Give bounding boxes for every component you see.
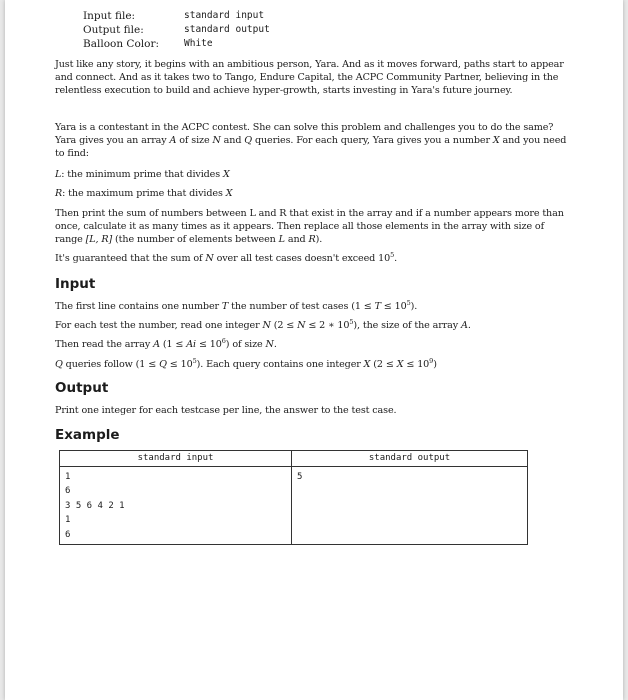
replace-paragraph <box>55 208 573 246</box>
example-input-line: 1 <box>65 515 71 526</box>
input-heading: Input <box>55 276 96 292</box>
problem-page <box>5 0 623 700</box>
example-input-header: standard input <box>60 451 291 467</box>
problem-meta <box>83 9 270 51</box>
output-file-value: standard output <box>184 24 270 35</box>
output-heading: Output <box>55 380 109 396</box>
guarantee-paragraph: It's guaranteed that the sum of N over all test cases doesn't exceed $10^5$. <box>55 251 398 264</box>
example-output-column <box>292 451 527 544</box>
input-line-3: Then read the array A $(1 \le Ai \le 10^6)$ of size N. <box>55 337 277 350</box>
input-file-value: standard input <box>184 10 265 21</box>
example-table <box>59 450 528 545</box>
definition-r: R: the maximum prime that divides X <box>55 188 233 199</box>
balloon-color-label: Balloon Color: <box>83 38 160 50</box>
example-input-column <box>60 451 292 544</box>
output-file-label: Output file: <box>83 24 144 36</box>
example-input-line: 1 <box>65 472 71 482</box>
example-input-line: 3 5 6 4 2 1 <box>65 500 125 511</box>
balloon-color-value: White <box>184 38 213 49</box>
output-text: Print one integer for each testcase per line, the answer to the test case. <box>55 405 397 416</box>
example-output-header: standard output <box>292 451 527 467</box>
input-file-row <box>83 9 270 23</box>
story-paragraph <box>55 59 573 97</box>
story-text: Just like any story, it begins with an ambitious person, Yara. And as it moves forward, paths start to appear and connect. And as it takes two to Tango, Endure Capital, the ACPC Community Partner, believing in the relentless execution to build and achieve hyper-growth, starts investing in Yara's future journey. <box>55 59 564 96</box>
input-file-label: Input file: <box>83 10 136 22</box>
input-line-1: The first line contains one number T the number of test cases $(1 \le T \le 10^5)$. <box>55 299 418 312</box>
example-input-body <box>60 467 291 545</box>
task-text: Yara is a contestant in the ACPC contest. She can solve this problem and challenges you to do the same? Yara gives you an array A of size N and Q queries. For each query, Yara gives you a number X and you need to find: <box>55 122 567 159</box>
input-line-4: Q queries follow $(1 \le Q \le 10^5)$. Each query contains one integer X $(2 \le X \le 10^9)$ <box>55 357 437 370</box>
example-output-line: 5 <box>297 472 303 482</box>
input-line-2: For each test the number, read one integer N (2 ≤ N ≤ 2 ∗ $10^5$), the size of the array A. <box>55 318 471 331</box>
definition-l: L: the minimum prime that divides X <box>55 169 230 180</box>
balloon-color-row <box>83 37 270 51</box>
example-input-line: 6 <box>65 529 71 540</box>
example-input-line: 6 <box>65 486 71 497</box>
example-heading: Example <box>55 427 120 443</box>
task-paragraph <box>55 122 573 160</box>
replace-text: Then print the sum of numbers between L and R that exist in the array and if a number appears more than once, calculate it as many times as it appears. Then replace all those elements in the array with size of range [L, R] (the number of elements between L and R). <box>55 208 564 245</box>
output-file-row <box>83 23 270 37</box>
example-output-body <box>292 467 527 487</box>
